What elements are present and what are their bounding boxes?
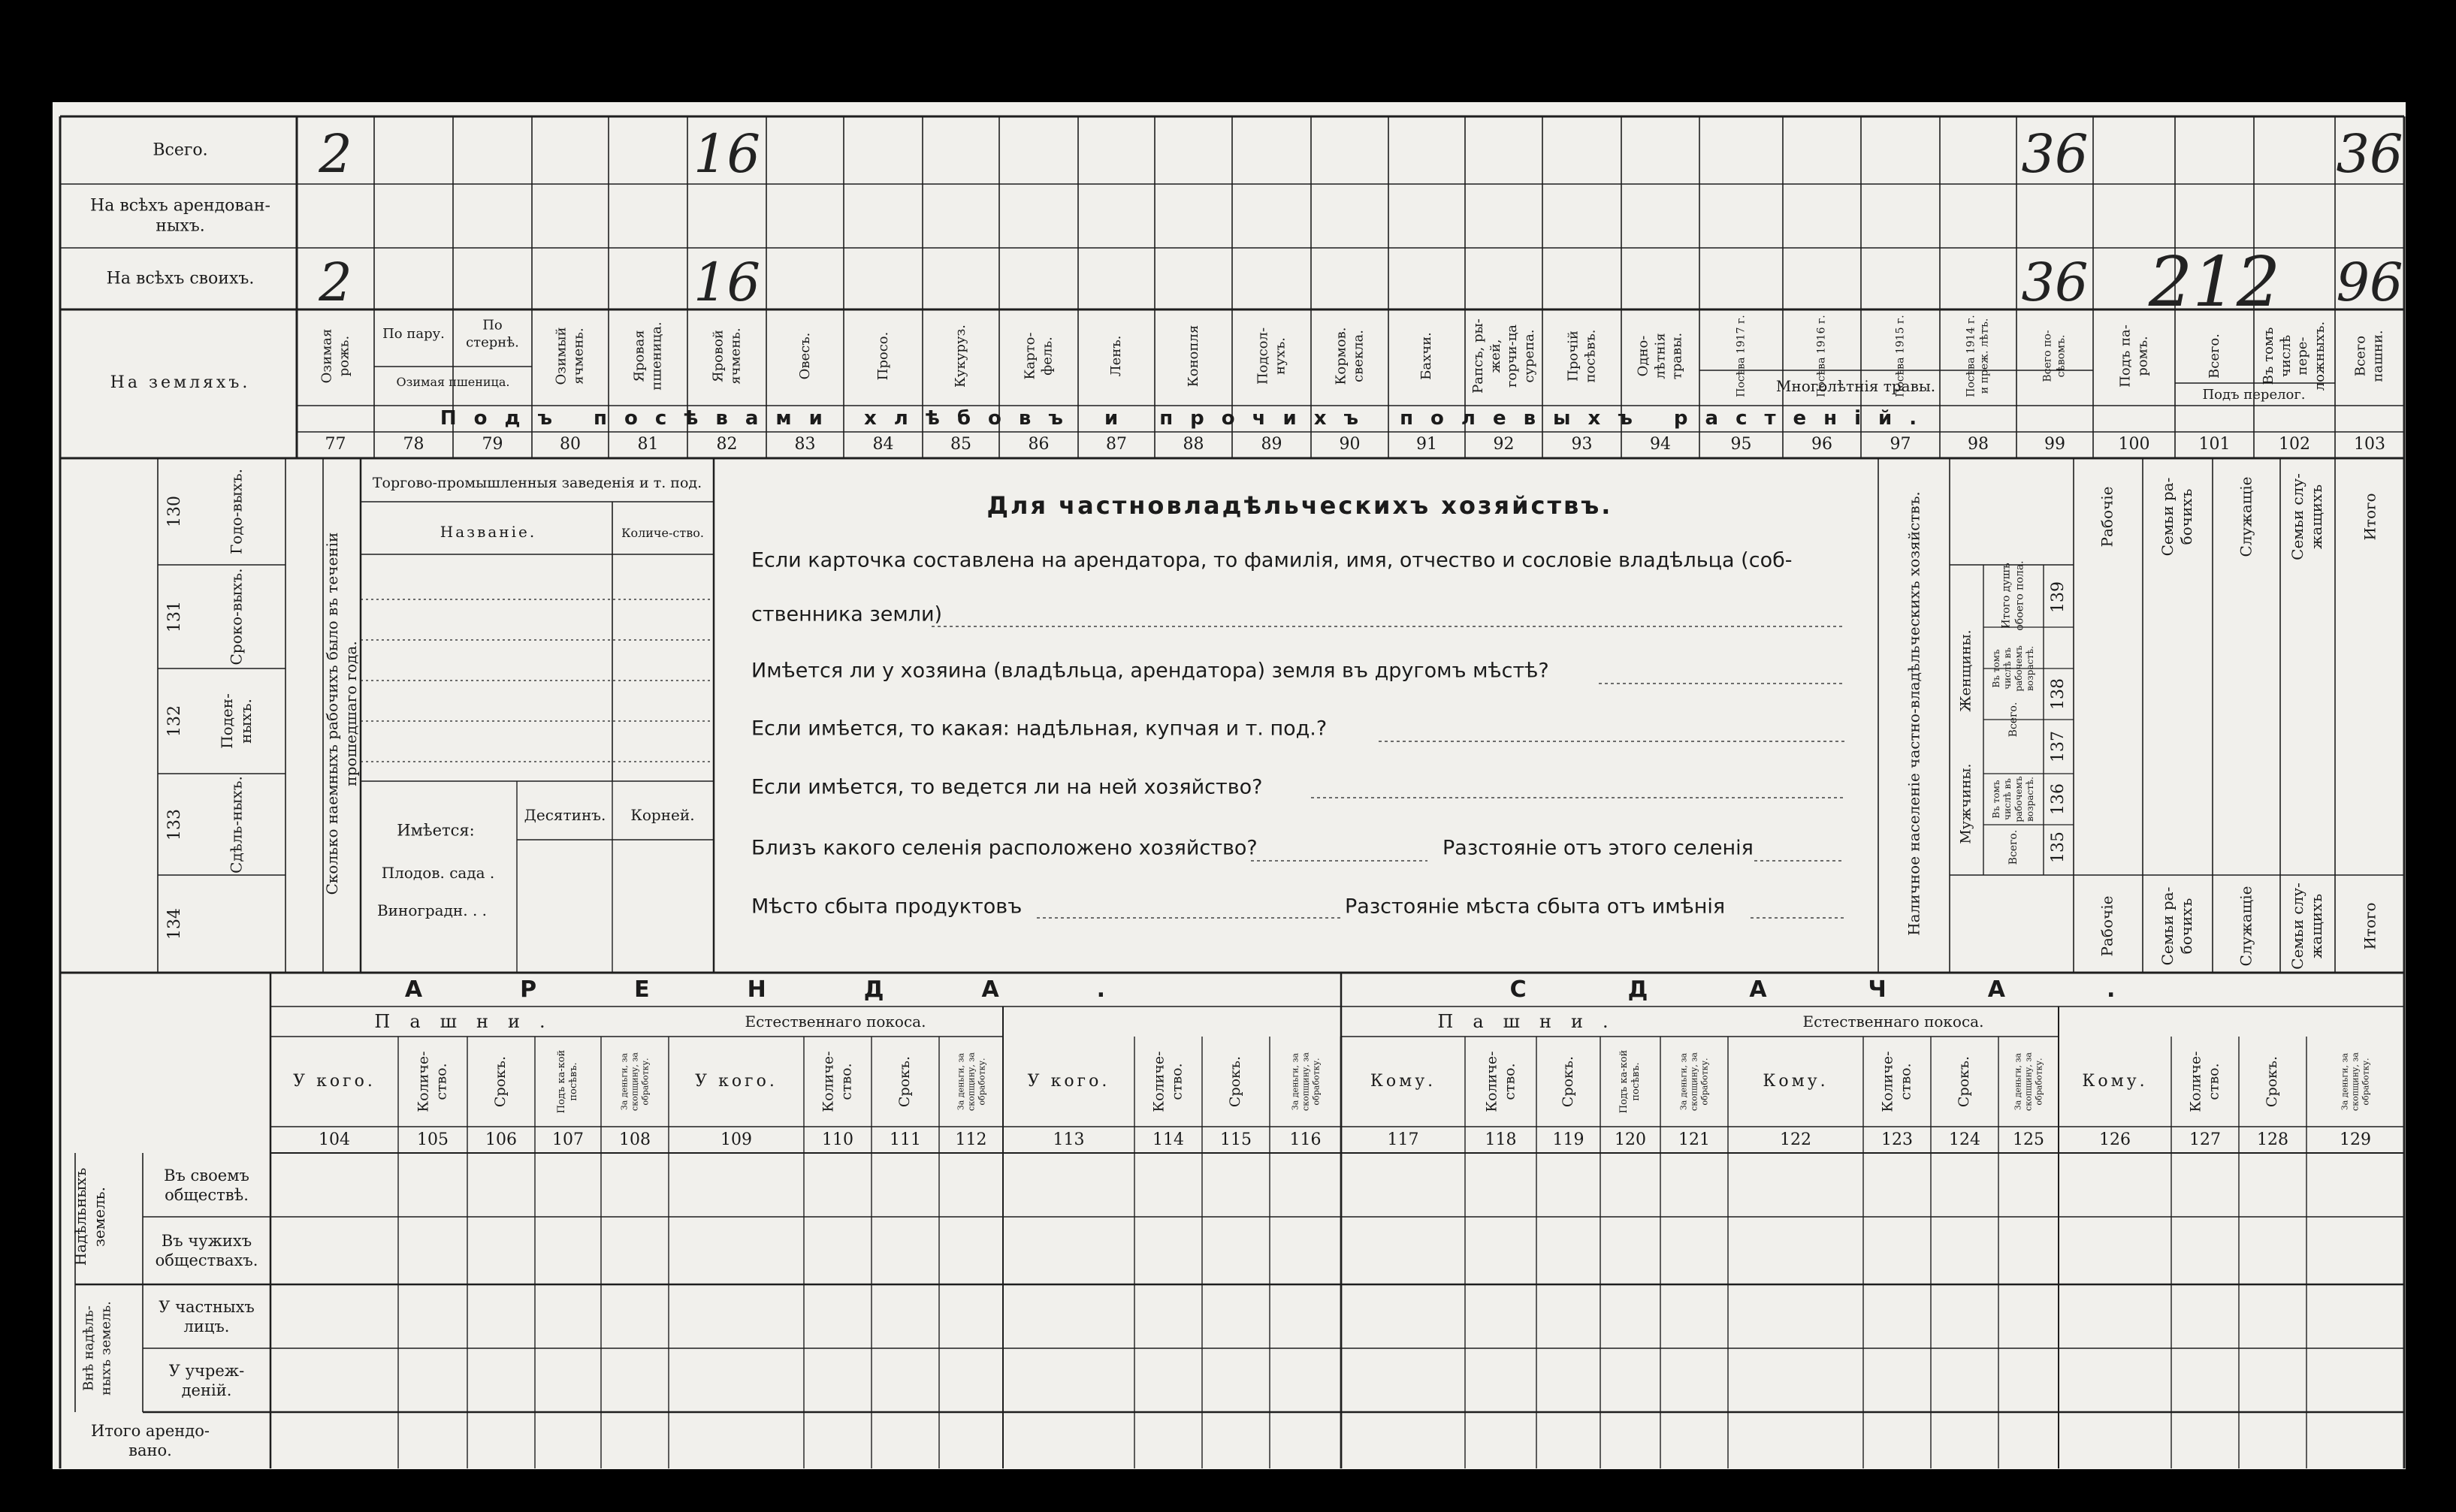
crop-column-header: Ленъ. (1107, 335, 1124, 377)
lease-column-header: Срокъ. (1956, 1055, 1973, 1108)
sdacha-title: СДАЧА. (1509, 976, 2217, 1003)
right-column-header: Семьи слу-жащихъ (2288, 473, 2325, 560)
lease-column-header: У кого. (1027, 1072, 1110, 1091)
lease-column-header: За деньги, за скопщину, за обработку. (2340, 1052, 2370, 1111)
lease-column-header: Кому. (1370, 1072, 1436, 1091)
population-number: 138 (2049, 678, 2068, 710)
column-number: 97 (1890, 435, 1911, 454)
lease-column-header: За деньги, за скопщину, за обработку. (1289, 1052, 1321, 1111)
hired-caption: Сколько наемныхъ рабочихъ было въ теченіи прошедшаго года. (323, 532, 360, 895)
column-number: 83 (794, 435, 816, 454)
trade-qty-header: Количе-ство. (621, 526, 704, 540)
census-card (53, 102, 2406, 1469)
lease-column-header: Срокъ. (1227, 1055, 1244, 1108)
hired-label: Годо-выхъ. (227, 469, 246, 554)
lease-column-header: Количе-ство. (1150, 1051, 1185, 1112)
crop-column-header: Кукуруз. (952, 324, 968, 388)
lease-row-label: У учреж-деній. (168, 1361, 245, 1399)
hired-label: Сроко-выхъ. (227, 568, 246, 665)
handwritten-value: 36 (2336, 123, 2403, 185)
lease-column-header: За деньги, за скопщину, за обработку. (619, 1052, 650, 1111)
lease-column-header: У кого. (293, 1072, 376, 1091)
lease-column-number: 113 (1053, 1130, 1085, 1149)
question-text: Если карточка составлена на арендатора, то фамилія, имя, отчество и сословіе владѣльца (соб- (751, 548, 1793, 572)
handwritten-value: 36 (2021, 252, 2089, 313)
column-number: 88 (1183, 435, 1204, 454)
crop-column-header: Подъ па-ромъ. (2117, 324, 2150, 388)
lease-column-number: 118 (1485, 1130, 1517, 1149)
right-column-footer: Служащіе (2237, 886, 2255, 967)
lease-column-header: Подъ ка-кой посѣвъ. (1618, 1049, 1642, 1114)
lease-column-number: 129 (2340, 1130, 2371, 1149)
column-number: 92 (1493, 435, 1515, 454)
question-text: Разстояніе отъ этого селенія (1442, 836, 1754, 860)
pokos-label: Естественнаго покоса. (745, 1013, 926, 1031)
column-number: 81 (637, 435, 659, 454)
column-number: 87 (1106, 435, 1127, 454)
crop-column-header: Карто-фель. (1022, 332, 1055, 380)
column-number: 96 (1811, 435, 1832, 454)
lease-column-header: За деньги, за скопщину, за обработку. (2013, 1052, 2044, 1111)
desyatin-header: Десятинъ. (524, 806, 606, 824)
workers-age-label: Въ томъ числѣ въ рабочемъ возрастѣ. (1991, 776, 2035, 822)
trade-title: Торгово-промышленныя заведенія и т. под. (372, 475, 702, 492)
lease-column-number: 104 (319, 1130, 350, 1149)
hired-label: Поден-ныхъ. (218, 693, 255, 749)
lease-column-header: Срокъ. (492, 1055, 509, 1108)
crop-column-header: Озимая рожь. (319, 328, 352, 384)
group-label: Подъ перелог. (2202, 387, 2306, 403)
handwritten-value: 36 (2021, 123, 2089, 185)
right-column-footer: Семьи ра-бочихъ (2158, 886, 2195, 966)
question-text: Если имѣется, то какая: надѣльная, купчая и т. под.? (751, 717, 1328, 741)
lease-column-header: Количе-ство. (1879, 1051, 1914, 1112)
lease-column-header: Количе-ство. (415, 1051, 449, 1112)
pashni-label: Пашни. (1437, 1011, 1628, 1032)
private-title: Для частновладѣльческихъ хозяйствъ. (986, 491, 1613, 520)
crop-column-header: Бахчи. (1418, 332, 1434, 380)
lease-column-header: Количе-ство. (820, 1051, 854, 1112)
column-number: 79 (482, 435, 503, 454)
lease-column-header: Срокъ. (896, 1055, 914, 1108)
lease-column-header: Количе-ство. (1482, 1051, 1518, 1112)
handwritten-value: 2 (319, 123, 352, 185)
lease-column-number: 116 (1289, 1130, 1322, 1149)
hired-label: Сдѣль-ныхъ. (227, 775, 246, 874)
question-text: Разстояніе мѣста сбыта отъ имѣнія (1345, 895, 1726, 919)
lease-column-header: Срокъ. (1559, 1055, 1576, 1108)
lease-column-number: 111 (890, 1130, 921, 1149)
lease-column-number: 112 (955, 1130, 987, 1149)
lease-column-number: 127 (2189, 1130, 2221, 1149)
column-number: 94 (1650, 435, 1671, 454)
hired-number: 134 (165, 908, 184, 940)
hired-number: 130 (165, 496, 184, 527)
crop-column-header: Овесъ. (796, 332, 813, 380)
lease-column-number: 122 (1780, 1130, 1811, 1149)
crop-column-header: Рапсъ, ры-жей, горчи-ца сурепа. (1470, 318, 1536, 394)
pashni-label: Пашни. (374, 1011, 565, 1032)
lease-column-number: 110 (822, 1130, 853, 1149)
lease-column-number: 107 (552, 1130, 584, 1149)
lease-column-number: 123 (1881, 1130, 1913, 1149)
has-label: Имѣется: (397, 821, 475, 840)
lease-column-header: Количе-ство. (2187, 1051, 2222, 1112)
crop-column-header: Всего по-сѣвомъ. (2041, 330, 2067, 382)
group-label: Многолѣтнія травы. (1775, 377, 1936, 395)
column-number: 89 (1261, 435, 1282, 454)
crop-column-header: Яровая пшеница. (631, 321, 664, 391)
crop-row-label: На всѣхъ своихъ. (106, 269, 255, 288)
question-text: ственника земли) (751, 602, 943, 626)
column-number: 91 (1416, 435, 1437, 454)
pokos-label: Естественнаго покоса. (1802, 1013, 1984, 1031)
nadel-label: Надѣльныхъ земель. (71, 1167, 108, 1266)
crop-column-header: Всего. (2206, 333, 2222, 379)
lease-column-number: 128 (2257, 1130, 2288, 1149)
population-label: Наличное населеніе частно-владѣльческихъ хозяйствъ. (1905, 491, 1923, 936)
crop-column-header: Въ томъ числѣ пере-ложныхъ. (2261, 321, 2328, 391)
banner-title: Подъ посѣвами хлѣбовъ и прочихъ полевыхъ растеній. (440, 407, 1935, 430)
lease-row-label: У частныхъ лицъ. (159, 1297, 255, 1335)
lease-column-number: 120 (1615, 1130, 1646, 1149)
column-number: 102 (2279, 435, 2310, 454)
question-text: Имѣется ли у хозяина (владѣльца, арендатора) земля въ другомъ мѣстѣ? (751, 659, 1549, 683)
right-column-footer: Рабочіе (2098, 895, 2116, 957)
crop-column-header: Всего пашни. (2352, 330, 2385, 382)
lease-column-number: 121 (1678, 1130, 1710, 1149)
workers-age-label: Въ томъ числѣ въ рабочемъ возрастѣ. (1991, 645, 2035, 692)
crop-column-header: Одно-лѣтнія травы. (1635, 332, 1685, 380)
lease-column-number: 125 (2013, 1130, 2044, 1149)
vineyard-label: Виноградн. . . (376, 901, 488, 919)
column-number: 84 (872, 435, 894, 454)
lease-row-label: Въ своемъ обществѣ. (164, 1166, 249, 1204)
lease-column-number: 124 (1949, 1130, 1980, 1149)
crop-column-header: Яровой ячмень. (710, 327, 743, 385)
crop-column-header: Прочій посѣвъ. (1565, 329, 1598, 383)
men-label: Мужчины. (1957, 763, 1974, 844)
lease-column-header: За деньги, за скопщину, за обработку. (955, 1052, 986, 1111)
crop-column-header: Подсол-нухъ. (1255, 327, 1288, 385)
crop-column-header: По стернѣ. (466, 317, 519, 350)
column-number: 80 (560, 435, 581, 454)
column-number: 86 (1028, 435, 1050, 454)
vsego-label: Всего. (2007, 702, 2019, 738)
hired-number: 133 (165, 808, 184, 841)
lease-column-number: 126 (2099, 1130, 2131, 1149)
orchard-label: Плодов. сада . (381, 864, 495, 882)
column-number: 98 (1968, 435, 1989, 454)
column-number: 100 (2118, 435, 2150, 454)
crop-row-label: Всего. (153, 140, 208, 160)
question-text: Мѣсто сбыта продуктовъ (751, 895, 1023, 919)
column-number: 99 (2044, 435, 2065, 454)
column-number: 82 (716, 435, 738, 454)
itogo-label: Итого арендо-вано. (91, 1421, 210, 1459)
korney-header: Корней. (630, 806, 695, 824)
right-column-header: Итого (2361, 493, 2379, 541)
column-number: 77 (325, 435, 346, 454)
right-column-footer: Итого (2361, 902, 2379, 950)
crop-column-header: Посѣва 1915 г. (1893, 315, 1906, 397)
lease-row-label: Въ чужихъ обществахъ. (155, 1231, 258, 1269)
right-column-header: Служащіе (2237, 476, 2255, 557)
question-text: Если имѣется, то ведется ли на ней хозяйство? (751, 775, 1263, 799)
right-column-header: Рабочіе (2098, 486, 2116, 548)
hired-number: 131 (165, 601, 184, 632)
handwritten-value: 212 (2148, 242, 2281, 322)
handwritten-value: 16 (693, 123, 761, 185)
lease-column-number: 108 (619, 1130, 651, 1149)
population-number: 137 (2049, 731, 2068, 762)
right-column-header: Семьи ра-бочихъ (2158, 477, 2195, 557)
lease-column-header: За деньги, за скопщину, за обработку. (1678, 1052, 1709, 1111)
lease-column-number: 115 (1220, 1130, 1252, 1149)
women-label: Женщины. (1957, 629, 1974, 712)
lease-column-number: 105 (417, 1130, 449, 1149)
lease-column-number: 106 (485, 1130, 517, 1149)
crop-column-header: Посѣва 1914 г. и преж. лѣтъ. (1965, 315, 1990, 397)
hired-number: 132 (165, 705, 184, 737)
lease-column-header: Кому. (2082, 1072, 2148, 1091)
crop-column-header: Кормов. свекла. (1333, 327, 1366, 385)
crop-row-label: На всѣхъ арендован-ныхъ. (90, 196, 270, 236)
population-number: 139 (2049, 581, 2068, 613)
trade-name-header: Названіе. (440, 523, 537, 541)
column-number: 95 (1730, 435, 1752, 454)
lease-column-header: Подъ ка-кой посѣвъ. (555, 1049, 579, 1114)
crop-column-header: По пару. (382, 325, 445, 342)
right-column-footer: Семьи слу-жащихъ (2288, 883, 2325, 970)
land-label: На земляхъ. (110, 373, 251, 392)
population-number: 135 (2049, 831, 2068, 863)
handwritten-value: 2 (319, 252, 352, 313)
lease-column-number: 117 (1387, 1130, 1419, 1149)
column-number: 78 (403, 435, 424, 454)
arenda-title: АРЕНДА. (404, 976, 1204, 1003)
handwritten-value: 16 (693, 252, 761, 313)
crop-column-header: Озимый ячмень. (553, 327, 586, 385)
column-number: 85 (950, 435, 971, 454)
lease-column-number: 109 (720, 1130, 752, 1149)
vsego-label: Всего. (2007, 829, 2019, 865)
handwritten-value: 96 (2336, 252, 2403, 313)
vnenadel-label: Внѣ надѣль-ныхъ земель. (80, 1301, 113, 1396)
crop-column-header: Посѣва 1917 г. (1734, 315, 1747, 397)
crop-column-header: Посѣва 1916 г. (1815, 315, 1828, 397)
crop-column-header: Просо. (875, 331, 891, 381)
column-number: 101 (2198, 435, 2231, 454)
lease-column-number: 114 (1152, 1130, 1184, 1149)
lease-column-header: У кого. (695, 1072, 778, 1091)
lease-column-number: 119 (1552, 1130, 1584, 1149)
crop-column-header: Конопля (1185, 324, 1201, 388)
total-souls-label: Итого душъ обоего пола. (2000, 560, 2026, 631)
population-number: 136 (2049, 783, 2068, 815)
column-number: 103 (2354, 435, 2385, 454)
question-text: Близъ какого селенія расположено хозяйство? (751, 836, 1258, 860)
column-number: 93 (1571, 435, 1593, 454)
lease-column-header: Срокъ. (2264, 1055, 2281, 1108)
group-label: Озимая пшеница. (396, 375, 510, 389)
lease-column-header: Кому. (1763, 1072, 1829, 1091)
column-number: 90 (1339, 435, 1361, 454)
